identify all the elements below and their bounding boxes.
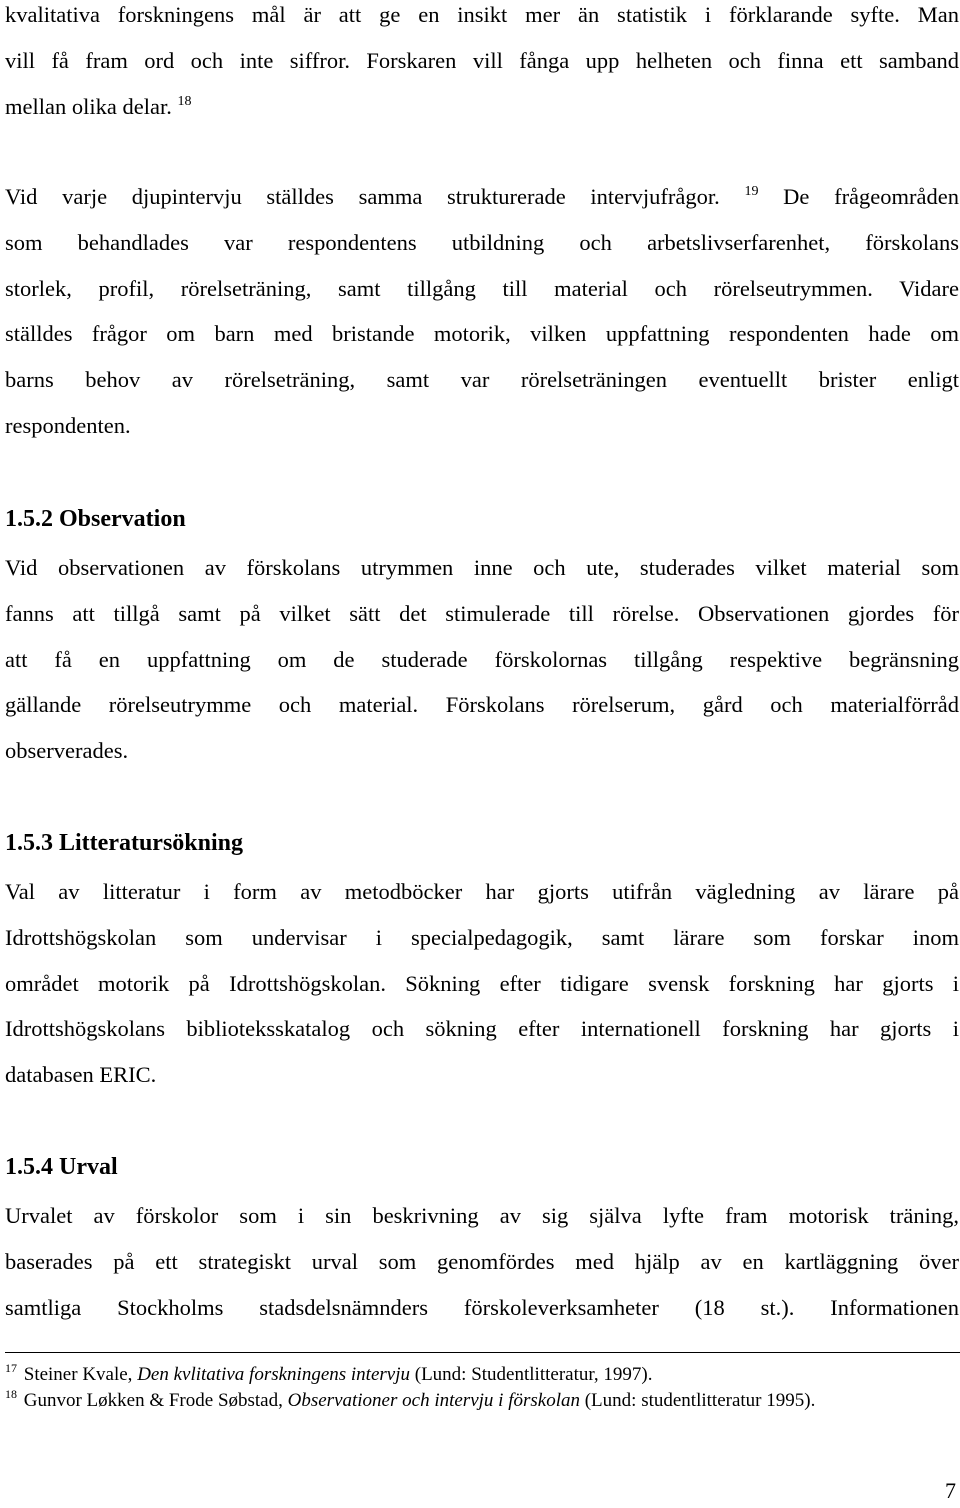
text-line: vill få fram ord och inte siffror. Forskaren vill fånga upp helheten och finna ett samband [5, 47, 959, 73]
text-line [5, 174, 959, 220]
text-line: Urvalet av förskolor som i sin beskrivning av sig själva lyfte fram motorisk träning, [5, 1203, 959, 1228]
text-line: fanns att tillgå samt på vilket sätt det stimulerade till rörelse. Observationen gjordes för [5, 600, 959, 626]
paragraph-observation [5, 545, 959, 774]
section-heading-literature: 1.5.3 Litteratursökning [5, 830, 244, 856]
footnote-ref[interactable]: 18 [177, 93, 192, 109]
page-number: 7 [945, 1478, 956, 1503]
text-line: baserades på ett strategiskt urval som genomfördes med hjälp av en kartläggning över [5, 1248, 959, 1274]
footnote-text: (Lund: Studentlitteratur, 1997). [410, 1364, 653, 1385]
footnote-17 [5, 1362, 960, 1388]
text-line: Val av litteratur i form av metodböcker har gjorts utifrån vägledning av lärare på [5, 879, 959, 904]
footnotes [5, 1362, 960, 1414]
text-line: området motorik på Idrottshögskolan. Sökning efter tidigare svensk forskning har gjorts i [5, 970, 959, 996]
text-line [5, 84, 959, 130]
footnote-ref[interactable]: 19 [744, 184, 759, 199]
text-line: gällande rörelseutrymme och material. Förskolans rörelserum, gård och materialförråd [5, 692, 959, 718]
text-line: Idrottshögskolans biblioteksskatalog och sökning efter internationell forskning har gjorts i [5, 1016, 959, 1042]
footnote-title: Den kvlitativa forskningens intervju [137, 1364, 410, 1385]
paragraph-interviews [5, 174, 959, 449]
text-fragment: Vid varje djupintervju ställdes samma strukturerade intervjufrågor. [5, 184, 720, 209]
footnote-text: (Lund: studentlitteratur 1995). [579, 1390, 816, 1411]
text-fragment: mellan olika delar. [5, 93, 172, 119]
footnote-text: Steiner Kvale, [23, 1364, 138, 1385]
section-heading-selection: 1.5.4 Urval [5, 1154, 118, 1180]
footnote-text: Gunvor Løkken & Frode Søbstad, [23, 1390, 288, 1411]
paragraph-intro [5, 0, 959, 129]
text-line: som behandlades var respondentens utbildning och arbetslivserfarenhet, förskolans [5, 229, 959, 255]
text-fragment: De frågeområden [758, 184, 959, 209]
text-line: att få en uppfattning om de studerade förskolornas tillgång respektive begränsning [5, 646, 959, 672]
footnote-number: 17 [5, 1361, 17, 1375]
text-line: ställdes frågor om barn med bristande motorik, vilken uppfattning respondenten hade om [5, 321, 959, 347]
paragraph-selection [5, 1193, 959, 1330]
text-line: Idrottshögskolan som undervisar i specialpedagogik, samt lärare som forskar inom [5, 924, 959, 950]
section-heading-observation: 1.5.2 Observation [5, 506, 186, 532]
text-line: kvalitativa forskningens mål är att ge en insikt mer än statistik i förklarande syfte. Man [5, 2, 959, 27]
paragraph-literature [5, 869, 959, 1098]
footnote-divider [5, 1352, 960, 1353]
text-line: Vid observationen av förskolans utrymmen inne och ute, studerades vilket material som [5, 555, 959, 580]
footnote-18 [5, 1388, 960, 1414]
text-line: storlek, profil, rörelseträning, samt tillgång till material och rörelseutrymmen. Vidare [5, 275, 959, 301]
text-line: respondenten. [5, 412, 131, 438]
footnote-title: Observationer och intervju i förskolan [287, 1390, 580, 1411]
footnote-number: 18 [5, 1387, 17, 1401]
text-line: barns behov av rörelseträning, samt var rörelseträningen eventuellt brister enligt [5, 367, 959, 393]
text-line: databasen ERIC. [5, 1062, 157, 1088]
text-line: observerades. [5, 738, 129, 764]
text-line: samtliga Stockholms stadsdelsnämnders förskoleverksamheter (18 st.). Informationen [5, 1294, 959, 1320]
